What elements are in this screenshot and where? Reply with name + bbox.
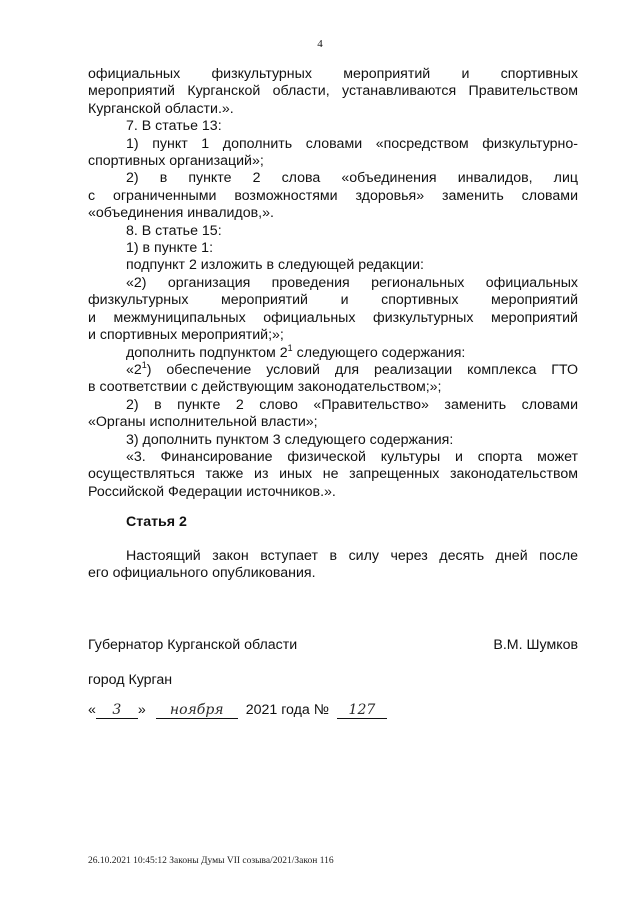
text-fragment: дополнить подпунктом 2 bbox=[126, 344, 288, 361]
text-fragment: ) обеспечение условий для реализации комплекса ГТО bbox=[146, 361, 578, 378]
text-line: 2) в пункте 2 слово «Правительство» заменить словами bbox=[126, 396, 578, 413]
text-line: в соответствии с действующим законодательством;»; bbox=[88, 379, 442, 396]
superscript: 1 bbox=[141, 359, 147, 370]
text-line: «3. Финансирование физической культуры и спорта может bbox=[126, 448, 578, 465]
month-field: ноября bbox=[156, 702, 238, 719]
text-line: «объединения инвалидов,». bbox=[88, 205, 274, 222]
sub-paragraph-line bbox=[88, 342, 578, 362]
text-line: 8. В статье 15: bbox=[126, 222, 222, 239]
text-line: Настоящий закон вступает в силу через десять дней после bbox=[126, 548, 578, 564]
text-line: 1) в пункте 1: bbox=[126, 240, 214, 257]
open-quote: « bbox=[88, 702, 96, 718]
date-line bbox=[88, 702, 387, 719]
footer-stamp: 26.10.2021 10:45:12 Законы Думы VII созыва/2021/Закон 116 bbox=[88, 856, 334, 866]
year-text: 2021 года № bbox=[245, 702, 329, 718]
text-line: Курганской области.». bbox=[88, 100, 234, 117]
text-line: с ограниченными возможностями здоровья» заменить словами bbox=[88, 187, 578, 204]
text-line: официальных физкультурных мероприятий и спортивных bbox=[88, 66, 578, 82]
text-fragment: следующего содержания: bbox=[292, 344, 466, 361]
text-line: Российской Федерации источников.». bbox=[88, 483, 336, 500]
number-field: 127 bbox=[337, 702, 387, 719]
text-line: 7. В статье 13: bbox=[126, 118, 222, 135]
document-body bbox=[88, 66, 578, 501]
text-line: и спортивных мероприятий;»; bbox=[88, 327, 284, 344]
text-line: спортивных организаций»; bbox=[88, 153, 264, 170]
signatory-title: Губернатор Курганской области bbox=[88, 637, 298, 653]
signatory-name: В.М. Шумков bbox=[493, 637, 578, 653]
city-name: город Курган bbox=[88, 672, 173, 688]
page-number: 4 bbox=[317, 38, 323, 50]
text-fragment: «2 bbox=[126, 361, 142, 378]
text-line: и межмуниципальных официальных физкультурных мероприятий bbox=[88, 309, 578, 326]
text-line: «2) организация проведения региональных официальных bbox=[126, 274, 578, 291]
article-title: Статья 2 bbox=[126, 514, 187, 530]
text-line: 2) в пункте 2 слова «объединения инвалидов, лиц bbox=[126, 170, 578, 187]
article-body bbox=[88, 548, 578, 583]
text-line: мероприятий Курганской области, устанавливаются Правительством bbox=[88, 83, 578, 100]
text-line: 3) дополнить пунктом 3 следующего содержания: bbox=[126, 431, 454, 448]
day-field: 3 bbox=[96, 702, 138, 719]
close-quote: » bbox=[137, 702, 146, 718]
text-line: подпункт 2 изложить в следующей редакции: bbox=[126, 257, 424, 274]
text-line: «Органы исполнительной власти»; bbox=[88, 414, 318, 431]
text-line: 1) пункт 1 дополнить словами «посредством физкультурно- bbox=[126, 135, 578, 152]
superscript: 1 bbox=[287, 342, 293, 353]
gto-line bbox=[88, 359, 578, 379]
text-line: его официального опубликования. bbox=[88, 565, 316, 582]
text-line: физкультурных мероприятий и спортивных мероприятий bbox=[88, 292, 578, 309]
text-line: осуществляться также из иных не запрещенных законодательством bbox=[88, 466, 578, 483]
